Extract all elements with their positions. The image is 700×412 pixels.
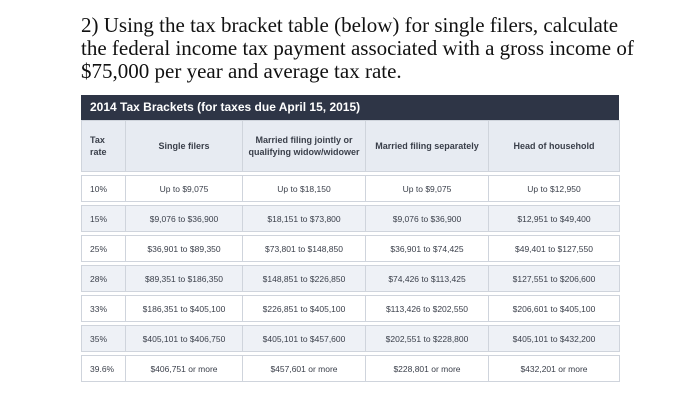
cell-married-jointly: $457,601 or more <box>243 356 366 382</box>
cell-single: $89,351 to $186,350 <box>126 266 243 292</box>
cell-head-of-household: $432,201 or more <box>489 356 620 382</box>
cell-single: $186,351 to $405,100 <box>126 296 243 322</box>
table-row <box>82 236 620 262</box>
cell-single: $9,076 to $36,900 <box>126 206 243 232</box>
table-row <box>82 296 620 322</box>
cell-married-jointly: $148,851 to $226,850 <box>243 266 366 292</box>
table-header-row <box>82 121 620 172</box>
cell-single: $405,101 to $406,750 <box>126 326 243 352</box>
cell-single: Up to $9,075 <box>126 176 243 202</box>
header-head-of-household: Head of household <box>489 121 620 172</box>
cell-rate: 25% <box>82 236 126 262</box>
cell-rate: 28% <box>82 266 126 292</box>
cell-married-separately: $74,426 to $113,425 <box>366 266 489 292</box>
cell-head-of-household: $12,951 to $49,400 <box>489 206 620 232</box>
cell-head-of-household: Up to $12,950 <box>489 176 620 202</box>
cell-married-separately: $228,801 or more <box>366 356 489 382</box>
table-row <box>82 356 620 382</box>
cell-head-of-household: $405,101 to $432,200 <box>489 326 620 352</box>
cell-married-jointly: Up to $18,150 <box>243 176 366 202</box>
cell-rate: 10% <box>82 176 126 202</box>
cell-married-separately: $9,076 to $36,900 <box>366 206 489 232</box>
cell-single: $406,751 or more <box>126 356 243 382</box>
cell-head-of-household: $127,551 to $206,600 <box>489 266 620 292</box>
cell-head-of-household: $206,601 to $405,100 <box>489 296 620 322</box>
cell-married-separately: $113,426 to $202,550 <box>366 296 489 322</box>
cell-single: $36,901 to $89,350 <box>126 236 243 262</box>
cell-head-of-household: $49,401 to $127,550 <box>489 236 620 262</box>
header-married-separately: Married filing separately <box>366 121 489 172</box>
tax-bracket-table-container <box>81 95 619 382</box>
question-text: 2) Using the tax bracket table (below) for single filers, calculate the federal income tax payment associated with a gross income of $75,000 per year and average tax rate. <box>81 13 634 83</box>
table-title: 2014 Tax Brackets (for taxes due April 15, 2015) <box>81 95 619 120</box>
cell-married-jointly: $18,151 to $73,800 <box>243 206 366 232</box>
cell-rate: 35% <box>82 326 126 352</box>
cell-married-jointly: $405,101 to $457,600 <box>243 326 366 352</box>
cell-married-jointly: $226,851 to $405,100 <box>243 296 366 322</box>
cell-married-separately: $202,551 to $228,800 <box>366 326 489 352</box>
header-single-filers: Single filers <box>126 121 243 172</box>
cell-married-separately: Up to $9,075 <box>366 176 489 202</box>
table-row <box>82 206 620 232</box>
table-row <box>82 266 620 292</box>
table-row <box>82 326 620 352</box>
table-row <box>82 176 620 202</box>
tax-bracket-table <box>81 120 620 382</box>
cell-rate: 15% <box>82 206 126 232</box>
cell-rate: 39.6% <box>82 356 126 382</box>
cell-rate: 33% <box>82 296 126 322</box>
header-tax-rate: Tax rate <box>82 121 126 172</box>
header-married-jointly: Married filing jointly or qualifying widow/widower <box>243 121 366 172</box>
cell-married-jointly: $73,801 to $148,850 <box>243 236 366 262</box>
cell-married-separately: $36,901 to $74,425 <box>366 236 489 262</box>
